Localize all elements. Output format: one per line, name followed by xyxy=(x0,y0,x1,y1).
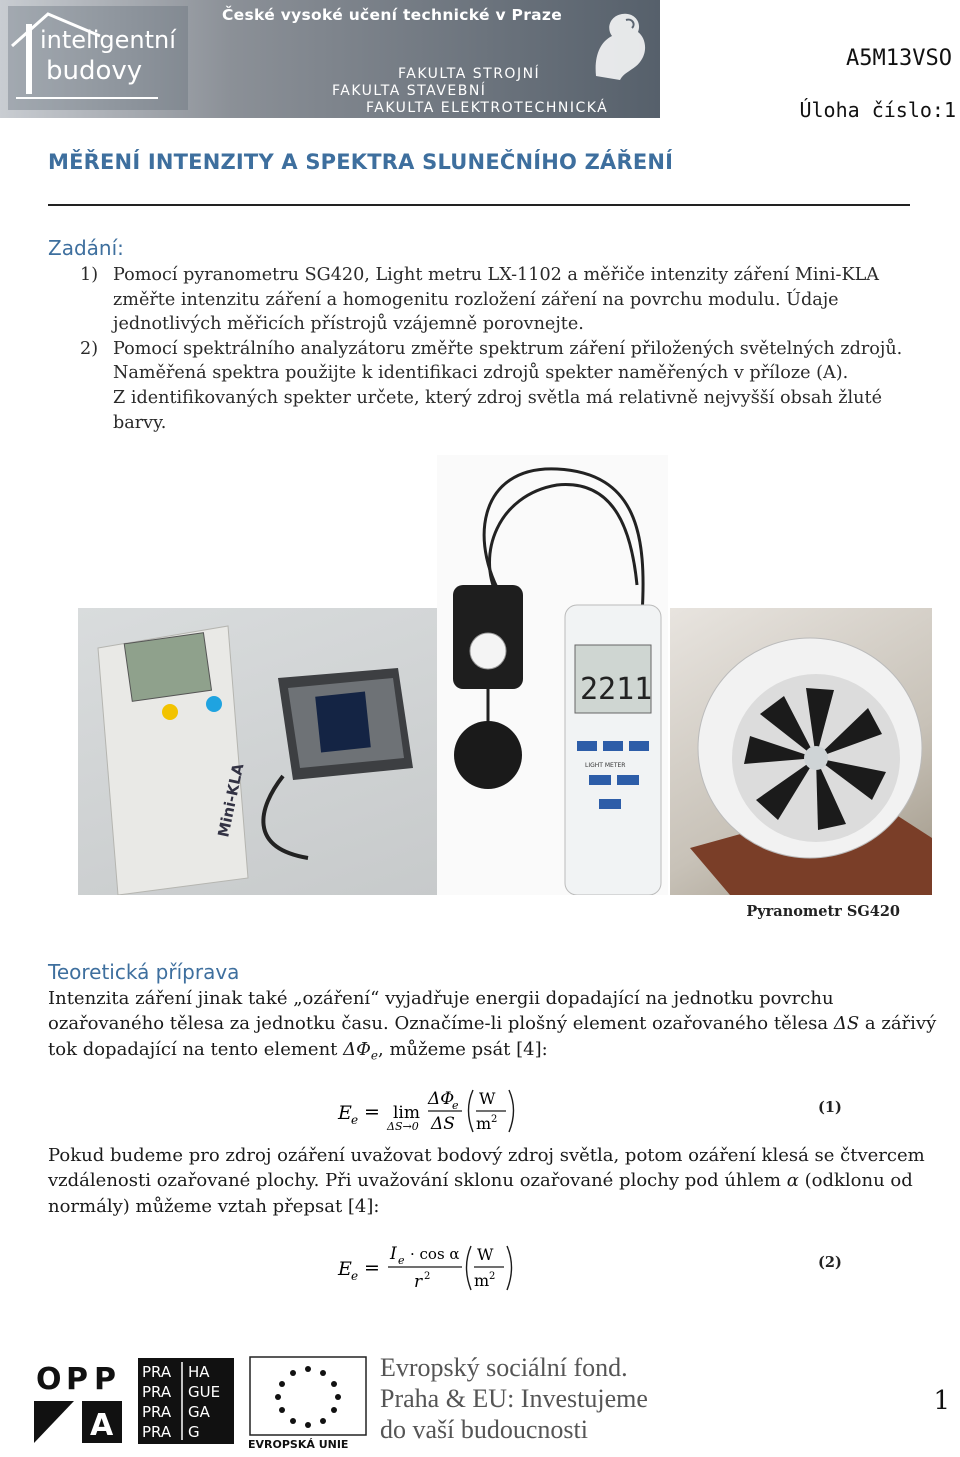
assignment-heading: Zadání: xyxy=(48,236,124,260)
light-meter-label: LIGHT METER xyxy=(585,762,626,769)
eq2-unit-denominator: m xyxy=(474,1271,490,1290)
paragraph-line: Pokud budeme pro zdroj ozáření uvažovat bodový zdroj světla, potom ozáření klesá se čtvercem xyxy=(48,1145,925,1166)
eq2-numerator-i: I xyxy=(390,1244,397,1264)
equation-2 xyxy=(330,1238,530,1298)
eq2-unit-sup: 2 xyxy=(489,1271,496,1282)
eq2-unit-numerator: W xyxy=(477,1245,494,1264)
equation-1-number: (1) xyxy=(818,1099,842,1116)
page-title: MĚŘENÍ INTENZITY A SPEKTRA SLUNEČNÍHO ZÁŘENÍ xyxy=(48,150,674,174)
eq2-lhs-sub: e xyxy=(351,1269,359,1283)
eq1-lim: lim xyxy=(393,1103,420,1123)
eq1-unit-sup: 2 xyxy=(491,1114,498,1125)
item-line: jednotlivých měřicích přístrojů vzájemně porovnejte. xyxy=(113,314,584,335)
praha-cell: PRA xyxy=(142,1363,172,1381)
assignment-list xyxy=(80,263,940,435)
paragraph-line: Intenzita záření jinak také „ozáření“ vyjadřuje energii dopadající na jednotku povrchu xyxy=(48,988,834,1009)
item-line: Pomocí spektrálního analyzátoru změřte spektrum záření přiložených světelných zdrojů. xyxy=(113,338,903,359)
faculty-stavebni: FAKULTA STAVEBNÍ xyxy=(332,83,487,99)
paragraph-line: vzdálenosti ozařované plochy. Při uvažování sklonu ozařované plochy pod úhlem xyxy=(48,1170,787,1192)
assignment-item-2 xyxy=(80,337,940,435)
esf-line: Evropský sociální fond. xyxy=(380,1353,628,1382)
item-line: změřte intenzitu záření a homogenitu rozložení záření na povrchu modulu. Údaje xyxy=(113,289,839,310)
mini-kla-label: Mini-KLA xyxy=(214,761,248,839)
photo-pyranometer xyxy=(670,608,932,895)
eq2-lhs: E xyxy=(338,1258,352,1280)
esf-line: do vaší budoucnosti xyxy=(380,1415,588,1444)
praha-cell: GA xyxy=(188,1403,210,1421)
opp-letter: P xyxy=(94,1362,116,1397)
university-name: České vysoké učení technické v Praze xyxy=(222,6,563,24)
paragraph-line: normály) můžeme vztah přepsat [4]: xyxy=(48,1195,380,1217)
eq1-equals: = xyxy=(364,1101,380,1123)
eq1-numerator-sub: e xyxy=(452,1099,459,1112)
esf-text xyxy=(380,1352,648,1445)
theory-heading: Teoretická příprava xyxy=(48,960,240,984)
item-number: 2) xyxy=(80,338,99,359)
photo-mini-kla xyxy=(78,608,438,895)
praha-cell: GUE xyxy=(188,1383,221,1401)
item-line: barvy. xyxy=(113,412,167,433)
praha-cell: PRA xyxy=(142,1383,172,1401)
logo-line-1: inteligentní xyxy=(40,26,176,54)
paragraph-line: ozařovaného tělesa za jednotku času. Označíme-li plošný element ozařovaného tělesa xyxy=(48,1013,834,1035)
item-number: 1) xyxy=(80,265,99,285)
esf-line: Praha & EU: Investujeme xyxy=(380,1384,648,1413)
title-divider xyxy=(48,204,910,206)
faculty-strojni: FAKULTA STROJNÍ xyxy=(398,66,541,82)
opp-a-logo xyxy=(30,1355,126,1447)
paragraph-text: , můžeme psát [4]: xyxy=(378,1038,548,1060)
equation-2-number: (2) xyxy=(818,1254,842,1271)
course-code: A5M13VSO xyxy=(846,46,952,71)
eq1-lhs: E xyxy=(338,1102,352,1124)
light-meter-illustration xyxy=(437,455,668,895)
paragraph-text: a zářivý xyxy=(859,1013,937,1035)
eq1-denominator: ΔS xyxy=(431,1114,455,1134)
photo-light-meter xyxy=(437,455,668,895)
praha-cell: HA xyxy=(188,1363,210,1381)
opp-letter: A xyxy=(90,1408,114,1443)
page-number: 1 xyxy=(933,1386,950,1416)
theory-paragraph-2 xyxy=(48,1143,960,1219)
pyranometer-illustration xyxy=(670,608,932,895)
praha-logo xyxy=(138,1358,234,1444)
faculty-elektrotechnicka: FAKULTA ELEKTROTECHNICKÁ xyxy=(366,100,609,116)
symbol-subscript: e xyxy=(370,1048,378,1063)
light-meter-display: 2211 xyxy=(580,672,653,707)
eq1-numerator: ΔΦ xyxy=(428,1089,455,1109)
symbol-delta-s: ΔS xyxy=(833,1013,860,1035)
opp-letter: O xyxy=(36,1362,62,1397)
eq2-equals: = xyxy=(364,1257,380,1279)
praha-cell: G xyxy=(188,1423,200,1441)
eq2-denominator-sup: 2 xyxy=(424,1271,431,1282)
opp-letter: P xyxy=(66,1362,88,1397)
eq1-unit-numerator: W xyxy=(479,1089,496,1108)
eq1-lim-sub: ΔS→0 xyxy=(387,1120,419,1133)
praha-cell: PRA xyxy=(142,1423,172,1441)
logo-line-2: budovy xyxy=(46,56,143,86)
task-number: Úloha číslo:1 xyxy=(799,98,956,122)
czech-lion-icon xyxy=(576,6,656,86)
equation-1 xyxy=(330,1082,530,1138)
eq2-denominator: r xyxy=(414,1272,423,1292)
eq2-numerator-rest: · cos α xyxy=(410,1245,460,1263)
assignment-item-1 xyxy=(80,263,940,337)
praha-cell: PRA xyxy=(142,1403,172,1421)
paragraph-line: tok dopadající na tento element xyxy=(48,1038,344,1060)
item-line: Naměřená spektra použijte k identifikaci zdrojů spekter naměřených v příloze (A). xyxy=(113,363,849,384)
mini-kla-illustration xyxy=(78,608,438,895)
item-line: Z identifikovaných spekter určete, který zdroj světla má relativně nejvyšší obsah žluté xyxy=(113,387,882,408)
symbol-delta-phi: ΔΦ xyxy=(343,1038,371,1060)
eq2-numerator-sub: e xyxy=(398,1254,405,1267)
theory-paragraph-1 xyxy=(48,986,960,1069)
eu-label: EVROPSKÁ UNIE xyxy=(248,1438,349,1451)
eu-flag-logo xyxy=(244,1355,372,1451)
symbol-alpha: α xyxy=(786,1170,799,1192)
item-line: Pomocí pyranometru SG420, Light metru LX-1102 a měřiče intenzity záření Mini-KLA xyxy=(113,265,879,285)
paragraph-text: (odklonu od xyxy=(798,1170,913,1192)
header-banner xyxy=(0,0,660,118)
figure-caption: Pyranometr SG420 xyxy=(746,903,900,920)
eq1-lhs-sub: e xyxy=(351,1113,359,1127)
eq1-unit-denominator: m xyxy=(476,1114,492,1133)
